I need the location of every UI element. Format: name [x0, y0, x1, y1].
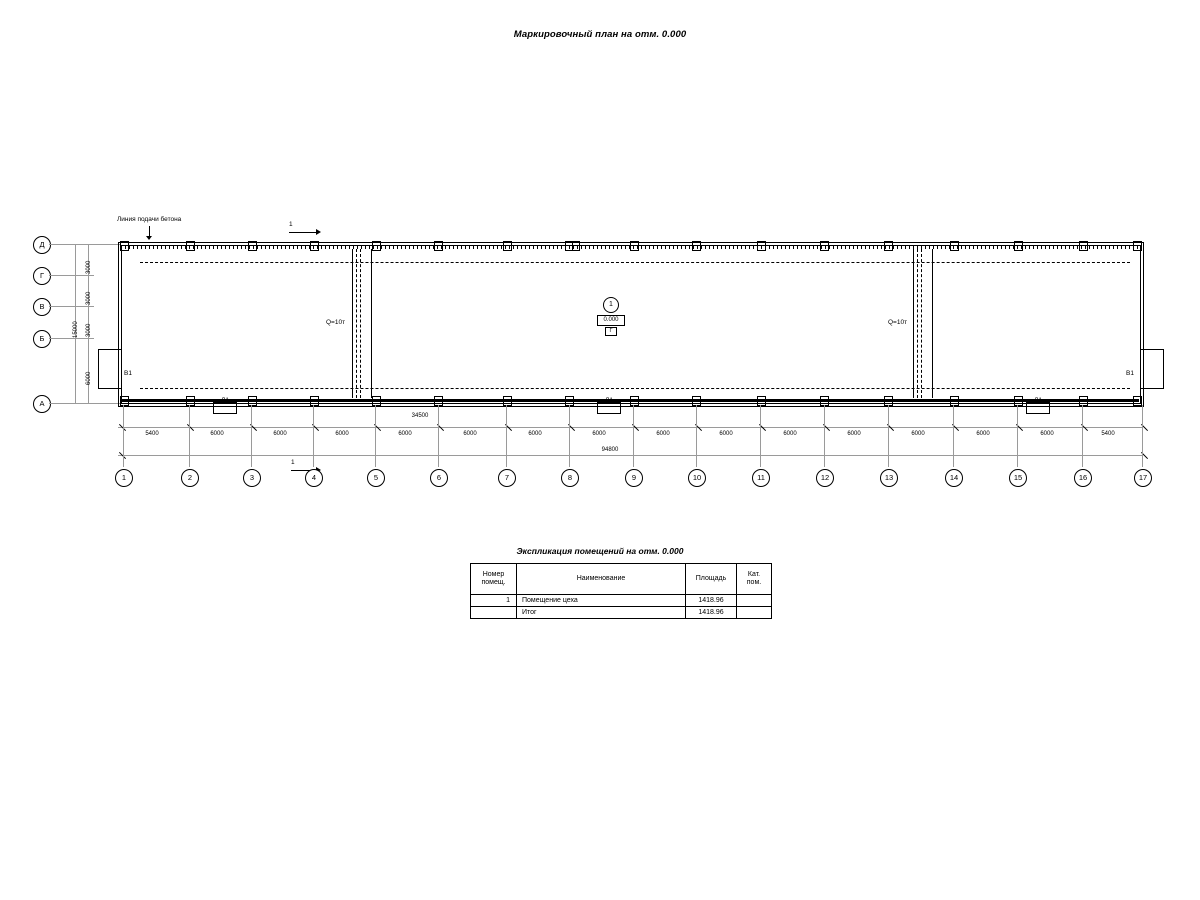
axis-circle-v: В: [33, 298, 51, 316]
axis-circle-5: 5: [367, 469, 385, 487]
hdim-chain-line: [118, 427, 1142, 428]
axis-ext-v-3: [251, 405, 252, 467]
axis-circle-13: 13: [880, 469, 898, 487]
crane-bridge-left-a: [352, 249, 353, 398]
axis-ext-v-2: [189, 405, 190, 467]
cell-number: 1: [471, 595, 517, 607]
bay-dim: 6000: [528, 431, 542, 437]
axis-circle-4: 4: [305, 469, 323, 487]
gate-label-right: Д1: [1034, 397, 1043, 404]
crane-capacity-left: Q=10т: [326, 319, 346, 326]
header-number: Номер помещ.: [471, 564, 517, 595]
concrete-line-arrow-icon: [146, 236, 152, 240]
column-bottom: [186, 396, 195, 406]
cell-number: [471, 607, 517, 619]
bay-dim: 6000: [656, 431, 670, 437]
column-top: [950, 241, 959, 251]
column-bottom: [1133, 396, 1142, 406]
axis-circle-17: 17: [1134, 469, 1152, 487]
axis-circle-3: 3: [243, 469, 261, 487]
column-top: [186, 241, 195, 251]
crane-bridge-left-d: [371, 249, 372, 398]
bay-dim: 6000: [1040, 431, 1054, 437]
crane-rail-top: [140, 262, 1130, 263]
column-top: [572, 241, 580, 251]
column-top: [820, 241, 829, 251]
axis-circle-9: 9: [625, 469, 643, 487]
crane-bridge-left-c: [360, 249, 361, 398]
cell-area: 1418.96: [686, 595, 737, 607]
vdim-3000-2: 3000: [86, 291, 92, 305]
crane-rail-bottom: [140, 388, 1130, 389]
axis-circle-10: 10: [688, 469, 706, 487]
header-category: Кат. пом.: [737, 564, 772, 595]
axis-circle-16: 16: [1074, 469, 1092, 487]
axis-ext-v-14: [953, 405, 954, 467]
column-bottom: [372, 396, 381, 406]
cell-category: [737, 607, 772, 619]
axis-ext-v-7: [506, 405, 507, 467]
column-top: [434, 241, 443, 251]
column-top: [120, 241, 129, 251]
concrete-line-label: Линия подачи бетона: [117, 216, 182, 223]
vdim-tick-a: [70, 403, 93, 404]
header-area: Площадь: [686, 564, 737, 595]
room-marker-category: Г: [605, 327, 617, 336]
column-top: [1133, 241, 1142, 251]
axis-circle-g: Г: [33, 267, 51, 285]
axis-ext-v-11: [760, 405, 761, 467]
axis-ext-v-15: [1017, 405, 1018, 467]
column-top: [692, 241, 701, 251]
vdim-tick-b: [82, 338, 94, 339]
room-marker: [597, 297, 625, 336]
building-outline-inner: [121, 245, 1141, 404]
crane-bridge-right-b: [917, 249, 918, 398]
cell-category: [737, 595, 772, 607]
axis-circle-15: 15: [1009, 469, 1027, 487]
explication-table: [470, 563, 772, 619]
axis-ext-v-5: [375, 405, 376, 467]
bay-dim: 6000: [911, 431, 925, 437]
vdim-tick-g: [82, 275, 94, 276]
column-bottom: [630, 396, 639, 406]
cell-area: 1418.96: [686, 607, 737, 619]
bay-dim: 6000: [976, 431, 990, 437]
section-arrow-top-icon: [316, 229, 321, 235]
axis-ext-v-17: [1142, 405, 1143, 467]
bay-dim: 6000: [847, 431, 861, 437]
column-top: [248, 241, 257, 251]
table-row: [471, 607, 772, 619]
section-line-top: [289, 232, 317, 233]
crane-bridge-right-d: [932, 249, 933, 398]
axis-ext-v-9: [633, 405, 634, 467]
bay-dim: 5400: [145, 431, 159, 437]
vestibule-right: [1140, 349, 1164, 389]
axis-circle-b: Б: [33, 330, 51, 348]
axis-circle-1: 1: [115, 469, 133, 487]
column-bottom: [248, 396, 257, 406]
vdim-tick-d: [70, 244, 93, 245]
bay-dim: 6000: [335, 431, 349, 437]
column-bottom: [503, 396, 512, 406]
table-row: [471, 595, 772, 607]
bay-dim: 5400: [1101, 431, 1115, 437]
axis-ext-v-13: [888, 405, 889, 467]
overall-total-dim: 94800: [601, 447, 619, 453]
axis-circle-12: 12: [816, 469, 834, 487]
column-bottom: [757, 396, 766, 406]
door-label-left: В1: [124, 370, 132, 377]
column-top: [884, 241, 893, 251]
page-title: Маркировочный план на отм. 0.000: [513, 29, 687, 40]
axis-circle-a: А: [33, 395, 51, 413]
axis-ext-v-1: [123, 405, 124, 467]
section-mark-top: 1: [289, 221, 293, 228]
axis-ext-v-16: [1082, 405, 1083, 467]
room-marker-level: 0.000: [597, 315, 625, 326]
gate-label-middle: Д1: [605, 397, 614, 404]
door-label-right: В1: [1126, 370, 1134, 377]
column-bottom: [120, 396, 129, 406]
column-top: [503, 241, 512, 251]
axis-ext-v-6: [438, 405, 439, 467]
bay-dim: 6000: [273, 431, 287, 437]
room-marker-number: 1: [603, 297, 619, 313]
column-top: [310, 241, 319, 251]
axis-ext-v-8: [569, 405, 570, 467]
vdim-tick-v: [82, 306, 94, 307]
axis-circle-d: Д: [33, 236, 51, 254]
bay-dim: 6000: [592, 431, 606, 437]
axis-ext-v-4: [313, 405, 314, 467]
column-top: [372, 241, 381, 251]
axis-circle-2: 2: [181, 469, 199, 487]
axis-ext-v-12: [824, 405, 825, 467]
crane-bridge-left-b: [356, 249, 357, 398]
crane-bridge-right-c: [921, 249, 922, 398]
table-header-row: [471, 564, 772, 595]
crane-bridge-right-a: [913, 249, 914, 398]
column-top: [630, 241, 639, 251]
bay-dim: 6000: [210, 431, 224, 437]
axis-circle-14: 14: [945, 469, 963, 487]
vdim-3000-3: 3000: [86, 323, 92, 337]
partial-total-dim: 34500: [411, 413, 429, 419]
vdim-total-15000: 15000: [73, 321, 79, 338]
axis-circle-11: 11: [752, 469, 770, 487]
bay-dim: 6000: [398, 431, 412, 437]
table-title: Экспликация помещений на отм. 0.000: [516, 546, 684, 556]
axis-circle-7: 7: [498, 469, 516, 487]
cell-name: Помещение цеха: [517, 595, 686, 607]
gate-label-left: Д1: [221, 397, 230, 404]
column-top: [1079, 241, 1088, 251]
bay-dim: 6000: [463, 431, 477, 437]
column-bottom: [310, 396, 319, 406]
column-bottom: [1014, 396, 1023, 406]
vestibule-left: [98, 349, 122, 389]
column-bottom: [950, 396, 959, 406]
column-top: [757, 241, 766, 251]
bay-dim: 6000: [783, 431, 797, 437]
cell-name: Итог: [517, 607, 686, 619]
bay-dim: 6000: [719, 431, 733, 437]
column-top: [1014, 241, 1023, 251]
axis-circle-6: 6: [430, 469, 448, 487]
vdim-6000: 6000: [86, 371, 92, 385]
vdim-3000-1: 3000: [86, 260, 92, 274]
axis-ext-v-10: [696, 405, 697, 467]
section-mark-bottom: 1: [291, 459, 295, 466]
header-name: Наименование: [517, 564, 686, 595]
hdim-total-line: [118, 455, 1142, 456]
crane-capacity-right: Q=10т: [888, 319, 908, 326]
column-bottom: [1079, 396, 1088, 406]
axis-circle-8: 8: [561, 469, 579, 487]
